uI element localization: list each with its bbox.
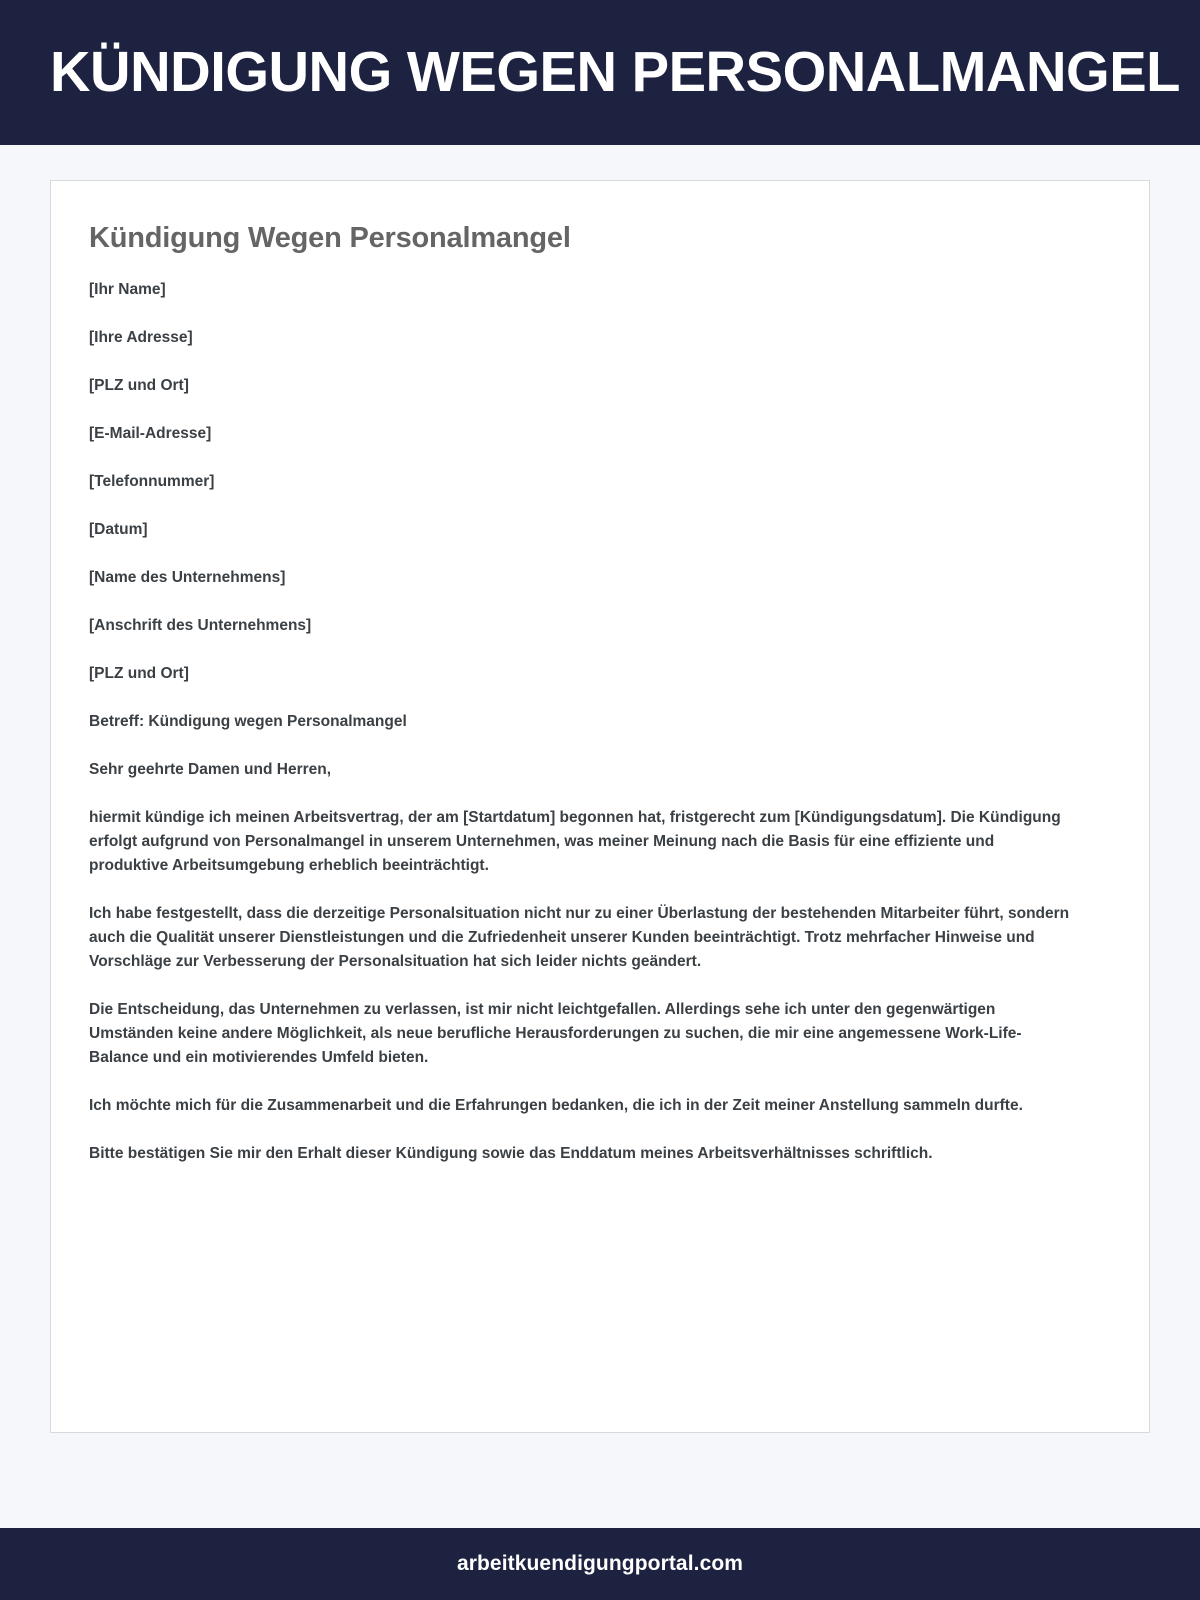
sender-line: [PLZ und Ort] bbox=[89, 376, 189, 394]
sender-line: [Datum] bbox=[89, 520, 148, 538]
recipient-block bbox=[89, 566, 1111, 686]
body-paragraph: Ich habe festgestellt, dass die derzeitige Personalsituation nicht nur zu einer Überlastung der bestehenden Mitarbeiter führt, sondern auch die Qualität unserer Dienstleistungen und die Zufriedenheit unserer Kunden beeinträchtigt. Trotz mehrfacher Hinweise und Vorschläge zur Verbesserung der Personalsituation hat sich leider nichts geändert. bbox=[89, 904, 1070, 970]
letter-body bbox=[89, 278, 1111, 1166]
body-paragraph: Bitte bestätigen Sie mir den Erhalt dieser Kündigung sowie das Enddatum meines Arbeitsverhältnisses schriftlich. bbox=[89, 1144, 933, 1162]
body-paragraph: Ich möchte mich für die Zusammenarbeit und die Erfahrungen bedanken, die ich in der Zeit meiner Anstellung sammeln durfte. bbox=[89, 1096, 1023, 1114]
content-area bbox=[0, 145, 1200, 1528]
banner-title: KÜNDIGUNG WEGEN PERSONALMANGEL bbox=[50, 39, 1180, 104]
body-paragraph: hiermit kündige ich meinen Arbeitsvertrag, der am [Startdatum] begonnen hat, fristgerecht zum [Kündigungsdatum]. Die Kündigung erfolgt aufgrund von Personalmangel in unserem Unternehmen, was meiner Meinung nach die Basis für eine effiziente und produktive Arbeitsumgebung erheblich beeinträchtigt. bbox=[89, 808, 1061, 874]
sender-line: [Ihre Adresse] bbox=[89, 328, 193, 346]
recipient-line: [Name des Unternehmens] bbox=[89, 568, 286, 586]
recipient-line: [PLZ und Ort] bbox=[89, 664, 189, 682]
letter-card bbox=[50, 180, 1150, 1433]
document-title: Kündigung Wegen Personalmangel bbox=[89, 222, 571, 254]
salutation-line: Sehr geehrte Damen und Herren, bbox=[89, 760, 332, 778]
page-banner bbox=[0, 0, 1200, 145]
sender-line: [Telefonnummer] bbox=[89, 472, 215, 490]
page-footer bbox=[0, 1528, 1200, 1600]
sender-line: [E-Mail-Adresse] bbox=[89, 424, 212, 442]
recipient-line: [Anschrift des Unternehmens] bbox=[89, 616, 312, 634]
subject-line: Betreff: Kündigung wegen Personalmangel bbox=[89, 712, 407, 730]
sender-block bbox=[89, 278, 1111, 542]
footer-site-name: arbeitkuendigungportal.com bbox=[456, 1552, 744, 1575]
sender-line: [Ihr Name] bbox=[89, 280, 166, 298]
body-paragraph: Die Entscheidung, das Unternehmen zu verlassen, ist mir nicht leichtgefallen. Allerdings sehe ich unter den gegenwärtigen Umständen keine andere Möglichkeit, als neue berufliche Herausforderungen zu suchen, die mir eine angemessene Work-Life-Balance und ein motivierendes Umfeld bieten. bbox=[89, 1000, 1022, 1066]
